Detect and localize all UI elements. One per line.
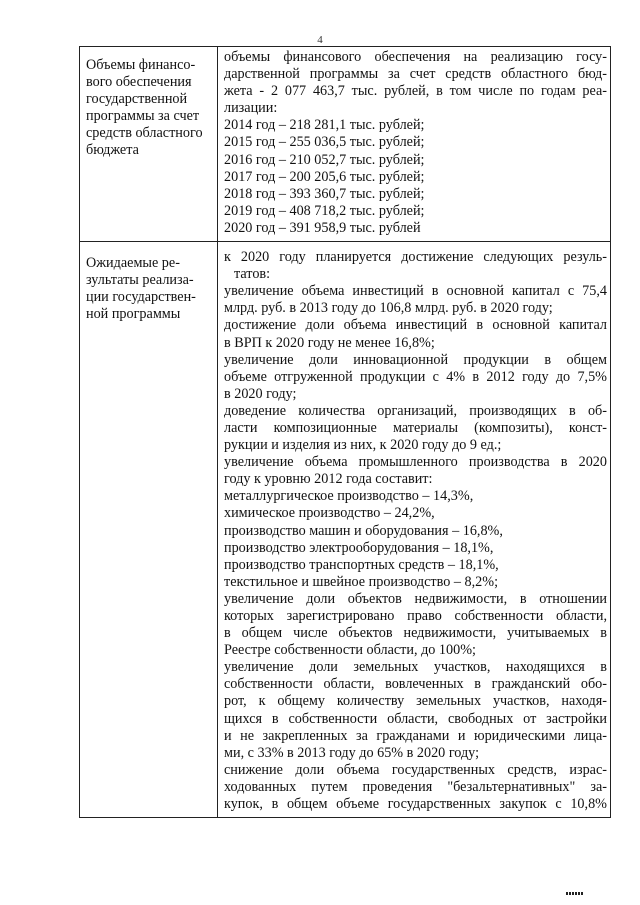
content-line: ласти композиционные материалы (композиты), конст- [224,419,607,436]
content-line: в 2020 году; [224,385,297,402]
barcode-mark [566,892,584,895]
financing-label-cell [80,47,218,242]
content-line: году к уровню 2012 года составит: [224,471,433,488]
content-line: рукции и изделия из них, к 2020 году до 9 ед.; [224,437,502,454]
financing-content-cell [218,47,611,242]
row-label-line: зультаты реализа- [86,272,194,289]
content-line: ходованных путем проведения "безальтернативных" за- [224,778,607,795]
content-line: химическое производство – 24,2%, [224,505,435,522]
content-line: и не закрепленных за гражданами и юридическими лица- [224,727,607,744]
content-line: млрд. руб. в 2013 году до 106,8 млрд. руб. в 2020 году; [224,300,553,317]
row-label-line: программы за счет [86,108,200,125]
table-row-results [80,242,611,818]
content-line: которых зарегистрировано право собственности области, [224,608,607,624]
content-line: объемы финансового обеспечения на реализацию госу- [224,49,607,65]
content-line: увеличение объема инвестиций в основной капитал с 75,4 [224,283,607,300]
content-line: Реестре собственности области, до 100%; [224,642,476,659]
content-line: в общем числе объектов недвижимости, учитываемых в [224,625,607,642]
passport-table [79,46,611,818]
row-label-line: Объемы финансо- [86,57,196,73]
results-content-cell [218,242,611,818]
funding-year-line: 2016 год – 210 052,7 тыс. рублей; [224,151,425,168]
row-label-line: Ожидаемые ре- [86,255,180,272]
funding-year-line: 2019 год – 408 718,2 тыс. рублей; [224,202,425,219]
funding-year-line: 2018 год – 393 360,7 тыс. рублей; [224,185,425,202]
content-line: дарственной программы за счет средств областного бюд- [224,66,607,83]
row-label-line: государственной [86,91,188,108]
row-label-line: бюджета [86,142,139,159]
content-line: производство машин и оборудования – 16,8%, [224,522,503,539]
row-label-line: ции государствен- [86,289,196,306]
funding-year-line: 2015 год – 255 036,5 тыс. рублей; [224,134,425,151]
row-label-line: средств областного [86,125,203,142]
content-line: увеличение доли объектов недвижимости, в отношении [224,590,607,607]
content-line: достижение доли объема инвестиций в основной капитал [224,317,607,334]
content-line: жета - 2 077 463,7 тыс. рублей, в том числе по годам реа- [224,83,607,100]
content-line: производство электрооборудования – 18,1%, [224,539,494,556]
content-line: щихся в собственности области, свободных от застройки [224,710,607,727]
content-line: увеличение объема промышленного производства в 2020 [224,454,607,471]
content-line: производство транспортных средств – 18,1%, [224,556,499,573]
content-line: к 2020 году планируется достижение следующих резуль- [224,249,607,266]
content-line: металлургическое производство – 14,3%, [224,488,474,505]
content-line: ми, с 33% в 2013 году до 65% в 2020 году; [224,744,480,761]
content-line: снижение доли объема государственных средств, израс- [224,761,607,778]
row-label-line: ной программы [86,306,181,323]
page-number: 4 [317,34,323,46]
content-line: татов: [234,266,271,283]
funding-year-line: 2017 год – 200 205,6 тыс. рублей; [224,168,425,185]
row-label-line: вого обеспечения [86,74,192,91]
content-line: собственности области, вовлеченных в гражданский обо- [224,676,607,693]
results-label-cell [80,242,218,818]
funding-year-line: 2014 год – 218 281,1 тыс. рублей; [224,117,425,134]
content-line: в ВРП к 2020 году не менее 16,8%; [224,334,435,351]
content-line: рот, к общему количеству земельных участков, находя- [224,693,607,710]
table-row-financing [80,47,611,242]
content-line: доведение количества организаций, производящих в об- [224,402,607,419]
content-line: увеличение доли земельных участков, находящихся в [224,659,607,676]
content-line: купок, в общем объеме государственных закупок с 10,8% [224,796,607,813]
content-line: объеме отгруженной продукции с 4% в 2012 году до 7,5% [224,368,607,385]
content-line: увеличение доли инновационной продукции в общем [224,351,607,368]
funding-year-line: 2020 год – 391 958,9 тыс. рублей [224,219,421,236]
content-line: текстильное и швейное производство – 8,2%; [224,573,499,590]
content-line: лизации: [224,100,278,117]
